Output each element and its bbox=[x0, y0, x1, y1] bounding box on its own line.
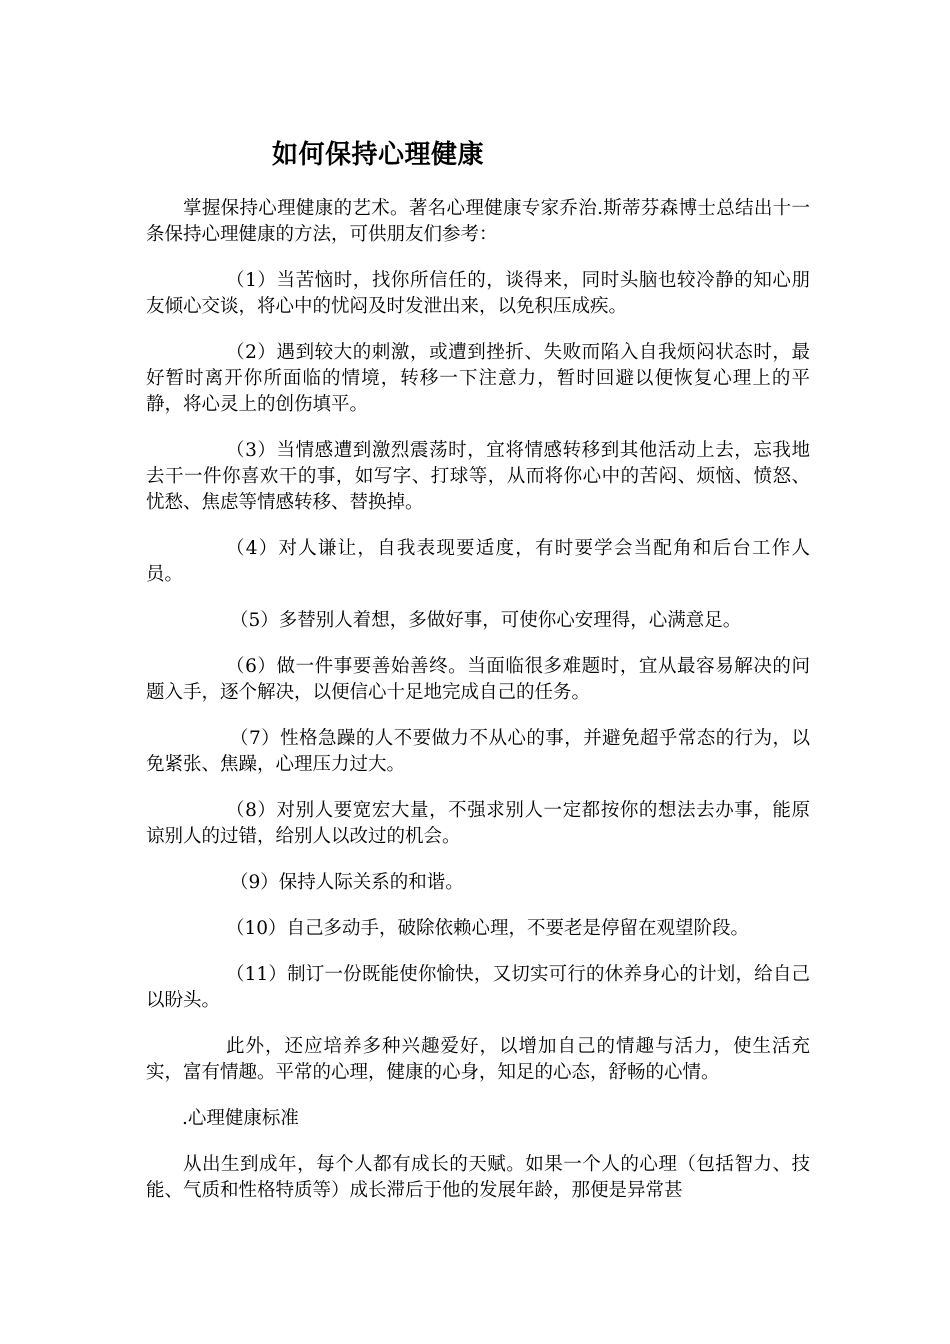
method-2-paragraph: （2）遇到较大的刺激，或遭到挫折、失败而陷入自我烦闷状态时，最好暂时离开你所面临的情境，转移一下注意力，暂时回避以便恢复心理上的平静，将心灵上的创伤填平。 bbox=[146, 342, 810, 415]
method-3-paragraph: （3）当情感遭到激烈震荡时，宜将情感转移到其他活动上去，忘我地去干一件你喜欢干的事，如写字、打球等，从而将你心中的苦闷、烦恼、愤怒、忧愁、焦虑等情感转移、替换掉。 bbox=[146, 440, 810, 513]
method-1-paragraph: （1）当苦恼时，找你所信任的，谈得来，同时头脑也较冷静的知心朋友倾心交谈，将心中的忧闷及时发泄出来，以免积压成疾。 bbox=[146, 270, 810, 317]
method-9-paragraph: （9）保持人际关系的和谐。 bbox=[230, 872, 464, 893]
intro-paragraph: 掌握保持心理健康的艺术。著名心理健康专家乔治.斯蒂芬森博士总结出十一条保持心理健康的方法，可供朋友们参考： bbox=[146, 198, 810, 245]
standards-paragraph: 从出生到成年，每个人都有成长的天赋。如果一个人的心理（包括智力、技能、气质和性格特质等）成长滞后于他的发展年龄，那便是异常甚 bbox=[146, 1154, 810, 1201]
method-10-paragraph: （10）自己多动手，破除依赖心理，不要老是停留在观望阶段。 bbox=[226, 918, 750, 939]
method-11-paragraph: （11）制订一份既能使你愉快，又切实可行的休养身心的计划，给自己以盼头。 bbox=[146, 964, 810, 1011]
document-body bbox=[146, 196, 810, 1224]
summary-paragraph: 此外，还应培养多种兴趣爱好，以增加自己的情趣与活力，使生活充实，富有情趣。平常的心理，健康的心身，知足的心态，舒畅的心情。 bbox=[146, 1036, 810, 1083]
method-4-paragraph: （4）对人谦让，自我表现要适度，有时要学会当配角和后台工作人员。 bbox=[146, 538, 810, 585]
document-title: 如何保持心理健康 bbox=[272, 140, 485, 170]
method-8-paragraph: （8）对别人要宽宏大量，不强求别人一定都按你的想法去办事，能原谅别人的过错，给别人以改过的机会。 bbox=[146, 800, 810, 847]
method-5-paragraph: （5）多替别人着想，多做好事，可使你心安理得，心满意足。 bbox=[230, 610, 742, 631]
section-heading-standards: .心理健康标准 bbox=[182, 1108, 299, 1129]
method-7-paragraph: （7）性格急躁的人不要做力不从心的事，并避免超乎常态的行为，以免紧张、焦躁，心理压力过大。 bbox=[146, 728, 810, 775]
method-6-paragraph: （6）做一件事要善始善终。当面临很多难题时，宜从最容易解决的问题入手，逐个解决，以便信心十足地完成自己的任务。 bbox=[146, 656, 810, 703]
